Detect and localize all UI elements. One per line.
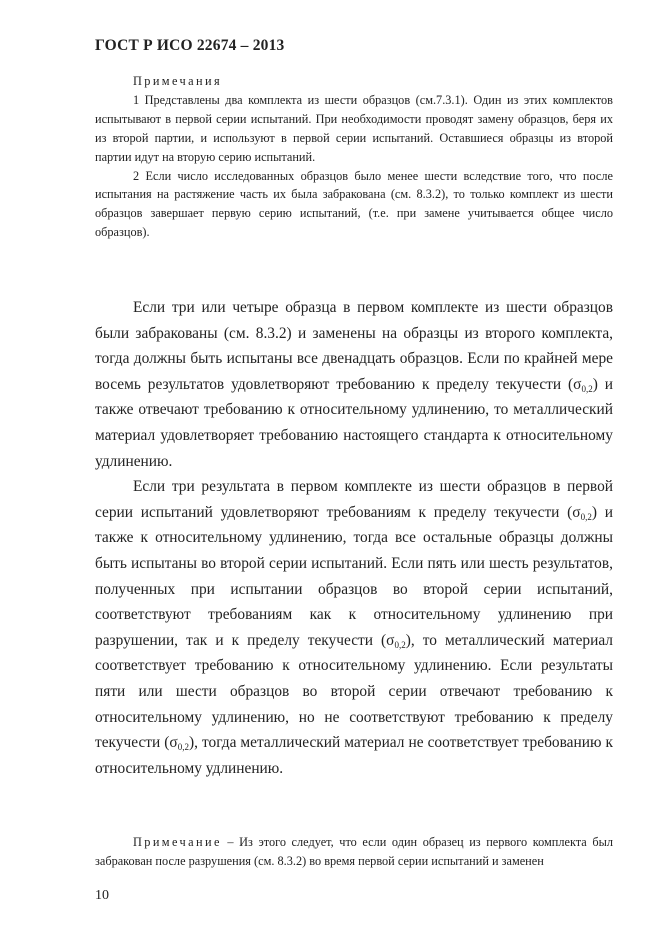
sigma-subscript: 0,2 — [580, 511, 592, 522]
sigma-subscript: 0,2 — [394, 639, 406, 650]
paragraph-2 — [95, 474, 613, 781]
paragraph-1 — [95, 295, 613, 474]
paragraph-2-part-d: ), тогда металлический материал не соответствует требованию к относительному удлинению. — [95, 734, 613, 777]
final-note — [95, 833, 613, 871]
document-header: ГОСТ Р ИСО 22674 – 2013 — [95, 37, 285, 54]
paragraph-2-part-a: Если три результата в первом комплекте из шести образцов в первой серии испытаний удовлетворяют требованиям к пределу текучести (σ — [95, 478, 613, 521]
page-number: 10 — [95, 888, 109, 903]
paragraph-2-part-c: ), то металлический материал соответствует требованию к относительному удлинению. Если результаты пяти или шести образцов во второй серии отвечают требованию к относительному удлинению, но не соответствуют требованию к пределу текучести (σ — [95, 631, 613, 752]
paragraph-1-part-a: Если три или четыре образца в первом комплекте из шести образцов были забракованы (см. 8.3.2) и заменены на образцы из второго комплекта, тогда должны быть испытаны все двенадцать образцов. Если по крайней мере восемь результатов удовлетворяют требованию к пределу текучести (σ — [95, 299, 613, 393]
notes-section — [95, 72, 613, 242]
sigma-subscript: 0,2 — [581, 383, 593, 394]
paragraph-1-part-b: ) и также отвечают требованию к относительному удлинению, то металлический материал удовлетворяет требованию настоящего стандарта к относительному удлинению. — [95, 375, 613, 470]
notes-title: Примечания — [133, 74, 223, 88]
note-item-1: 1 Представлены два комплекта из шести образцов (см.7.3.1). Один из этих комплектов испытывают в первой серии испытаний. При необходимости проводят замену образцов, беря их из второй партии, и используют в первой серии испытаний. Оставшиеся образцы из второй партии идут на вторую серию испытаний. — [95, 92, 613, 164]
paragraph-2-part-b: ) и также к относительному удлинению, тогда все остальные образцы должны быть испытаны во второй серии испытаний. Если пять или шесть результатов, полученных при испытании образцов во второй серии испытаний, соответствуют требованиям как к относительному удлинению при разрушении, так и к пределу текучести (σ — [95, 503, 613, 649]
final-note-text — [95, 833, 613, 871]
note-item-2: 2 Если число исследованных образцов было менее шести вследствие того, что после испытания на растяжение часть их была забракована (см. 8.3.2), то только комплект из шести образцов завершает первую серию испытаний, (т.е. при замене учитывается общее число образцов). — [95, 168, 613, 240]
final-note-label: Примечание — [133, 835, 222, 849]
final-note-body: – Из этого следует, что если один образец из первого комплекта был забракован после разрушения (см. 8.3.2) во время первой серии испытаний и заменен — [95, 835, 613, 868]
sigma-subscript: 0,2 — [177, 742, 189, 753]
main-text — [95, 295, 613, 781]
